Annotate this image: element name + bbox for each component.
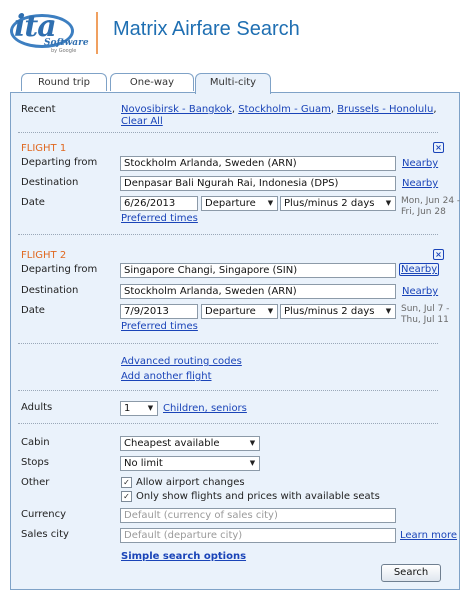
flight-2-destination-nearby-link[interactable]: Nearby	[402, 286, 439, 297]
flight-2-departing-label: Departing from	[21, 264, 98, 275]
flight-1-date-input[interactable]: 6/26/2013	[120, 196, 198, 211]
flight-1-flex-select[interactable]	[280, 196, 396, 211]
currency-label: Currency	[21, 509, 67, 520]
cabin-value: Cheapest available	[124, 438, 220, 449]
flight-1-date-range-end: Fri, Jun 28	[401, 207, 446, 217]
chevron-down-icon: ▼	[247, 458, 258, 469]
flight-2-destination-input[interactable]: Stockholm Arlanda, Sweden (ARN)	[120, 284, 396, 299]
divider	[18, 390, 438, 391]
adults-label: Adults	[21, 402, 53, 413]
search-button[interactable]: Search	[381, 564, 441, 582]
tab-one-way[interactable]: One-way	[110, 73, 194, 91]
flight-2-flex-select[interactable]	[280, 304, 396, 319]
flight-2-departing-nearby-link[interactable]: Nearby	[401, 264, 438, 275]
ita-logo-by-google: by Google	[51, 48, 77, 54]
recent-link-2[interactable]: Stockholm - Guam	[238, 104, 331, 115]
flight-2-date-type-value: Departure	[205, 306, 256, 317]
advanced-routing-codes-link[interactable]: Advanced routing codes	[121, 356, 242, 367]
flight-2-remove-icon[interactable]: ×	[433, 249, 444, 260]
chevron-down-icon: ▼	[265, 306, 276, 317]
stops-select[interactable]	[120, 456, 260, 471]
ita-logo-software: Software	[44, 38, 89, 48]
only-available-label: Only show flights and prices with available seats	[136, 491, 380, 502]
children-seniors-link[interactable]: Children, seniors	[163, 403, 247, 414]
tab-multi-city[interactable]: Multi-city	[195, 73, 271, 94]
flight-1-date-label: Date	[21, 197, 45, 208]
allow-airport-changes-checkbox[interactable]: ✓	[121, 477, 132, 488]
flight-2-date-range-start: Sun, Jul 7 -	[401, 304, 450, 314]
flight-2-title: FLIGHT 2	[21, 250, 67, 261]
clear-all-link[interactable]: Clear All	[121, 116, 163, 127]
other-label: Other	[21, 477, 50, 488]
flight-1-date-type-value: Departure	[205, 198, 256, 209]
adults-select[interactable]	[120, 401, 158, 416]
flight-1-destination-nearby-link[interactable]: Nearby	[402, 178, 439, 189]
recent-link-3[interactable]: Brussels - Honolulu	[337, 104, 434, 115]
flight-1-date-range-start: Mon, Jun 24 -	[401, 196, 461, 206]
flight-1-departing-label: Departing from	[21, 157, 98, 168]
flight-2-flex-value: Plus/minus 2 days	[284, 306, 375, 317]
flight-2-departing-input[interactable]: Singapore Changi, Singapore (SIN)	[120, 263, 396, 278]
chevron-down-icon: ▼	[145, 403, 156, 414]
chevron-down-icon: ▼	[265, 198, 276, 209]
flight-1-remove-icon[interactable]: ×	[433, 142, 444, 153]
chevron-down-icon: ▼	[383, 198, 394, 209]
recent-link-1[interactable]: Novosibirsk - Bangkok	[121, 104, 232, 115]
flight-2-preferred-times-link[interactable]: Preferred times	[121, 321, 198, 332]
flight-1-departing-input[interactable]: Stockholm Arlanda, Sweden (ARN)	[120, 156, 396, 171]
learn-more-link[interactable]: Learn more	[400, 530, 458, 541]
flight-2-date-type-select[interactable]	[201, 304, 278, 319]
recent-sep: ,	[231, 104, 236, 115]
simple-search-options-link[interactable]: Simple search options	[121, 551, 247, 562]
currency-input[interactable]: Default (currency of sales city)	[120, 508, 396, 523]
flight-1-preferred-times-link[interactable]: Preferred times	[121, 213, 198, 224]
adults-value: 1	[124, 403, 131, 414]
recent-links	[121, 104, 437, 115]
flight-1-destination-input[interactable]: Denpasar Bali Ngurah Rai, Indonesia (DPS)	[120, 176, 396, 191]
tab-round-trip[interactable]: Round trip	[21, 73, 107, 91]
divider	[18, 132, 438, 133]
header-divider	[96, 12, 98, 54]
recent-sep: ,	[433, 104, 437, 115]
recent-sep: ,	[330, 104, 334, 115]
stops-label: Stops	[21, 457, 49, 468]
cabin-select[interactable]	[120, 436, 260, 451]
flight-2-date-label: Date	[21, 305, 45, 316]
allow-airport-changes-label: Allow airport changes	[136, 477, 245, 488]
add-another-flight-link[interactable]: Add another flight	[121, 371, 212, 382]
divider	[18, 423, 438, 424]
flight-1-title: FLIGHT 1	[21, 143, 67, 154]
flight-2-date-input[interactable]: 7/9/2013	[120, 304, 198, 319]
sales-city-label: Sales city	[21, 529, 69, 540]
recent-label: Recent	[21, 104, 56, 115]
stops-value: No limit	[124, 458, 163, 469]
chevron-down-icon: ▼	[247, 438, 258, 449]
divider	[18, 343, 438, 344]
page-title: Matrix Airfare Search	[113, 18, 300, 40]
flight-2-destination-label: Destination	[21, 285, 79, 296]
flight-1-date-type-select[interactable]	[201, 196, 278, 211]
flight-1-departing-nearby-link[interactable]: Nearby	[402, 158, 439, 169]
chevron-down-icon: ▼	[383, 306, 394, 317]
flight-1-destination-label: Destination	[21, 177, 79, 188]
only-available-checkbox[interactable]: ✓	[121, 491, 132, 502]
cabin-label: Cabin	[21, 437, 50, 448]
flight-2-date-range-end: Thu, Jul 11	[401, 315, 449, 325]
ita-logo: ita	[14, 9, 56, 44]
flight-1-flex-value: Plus/minus 2 days	[284, 198, 375, 209]
divider	[18, 234, 438, 235]
sales-city-input[interactable]: Default (departure city)	[120, 528, 396, 543]
